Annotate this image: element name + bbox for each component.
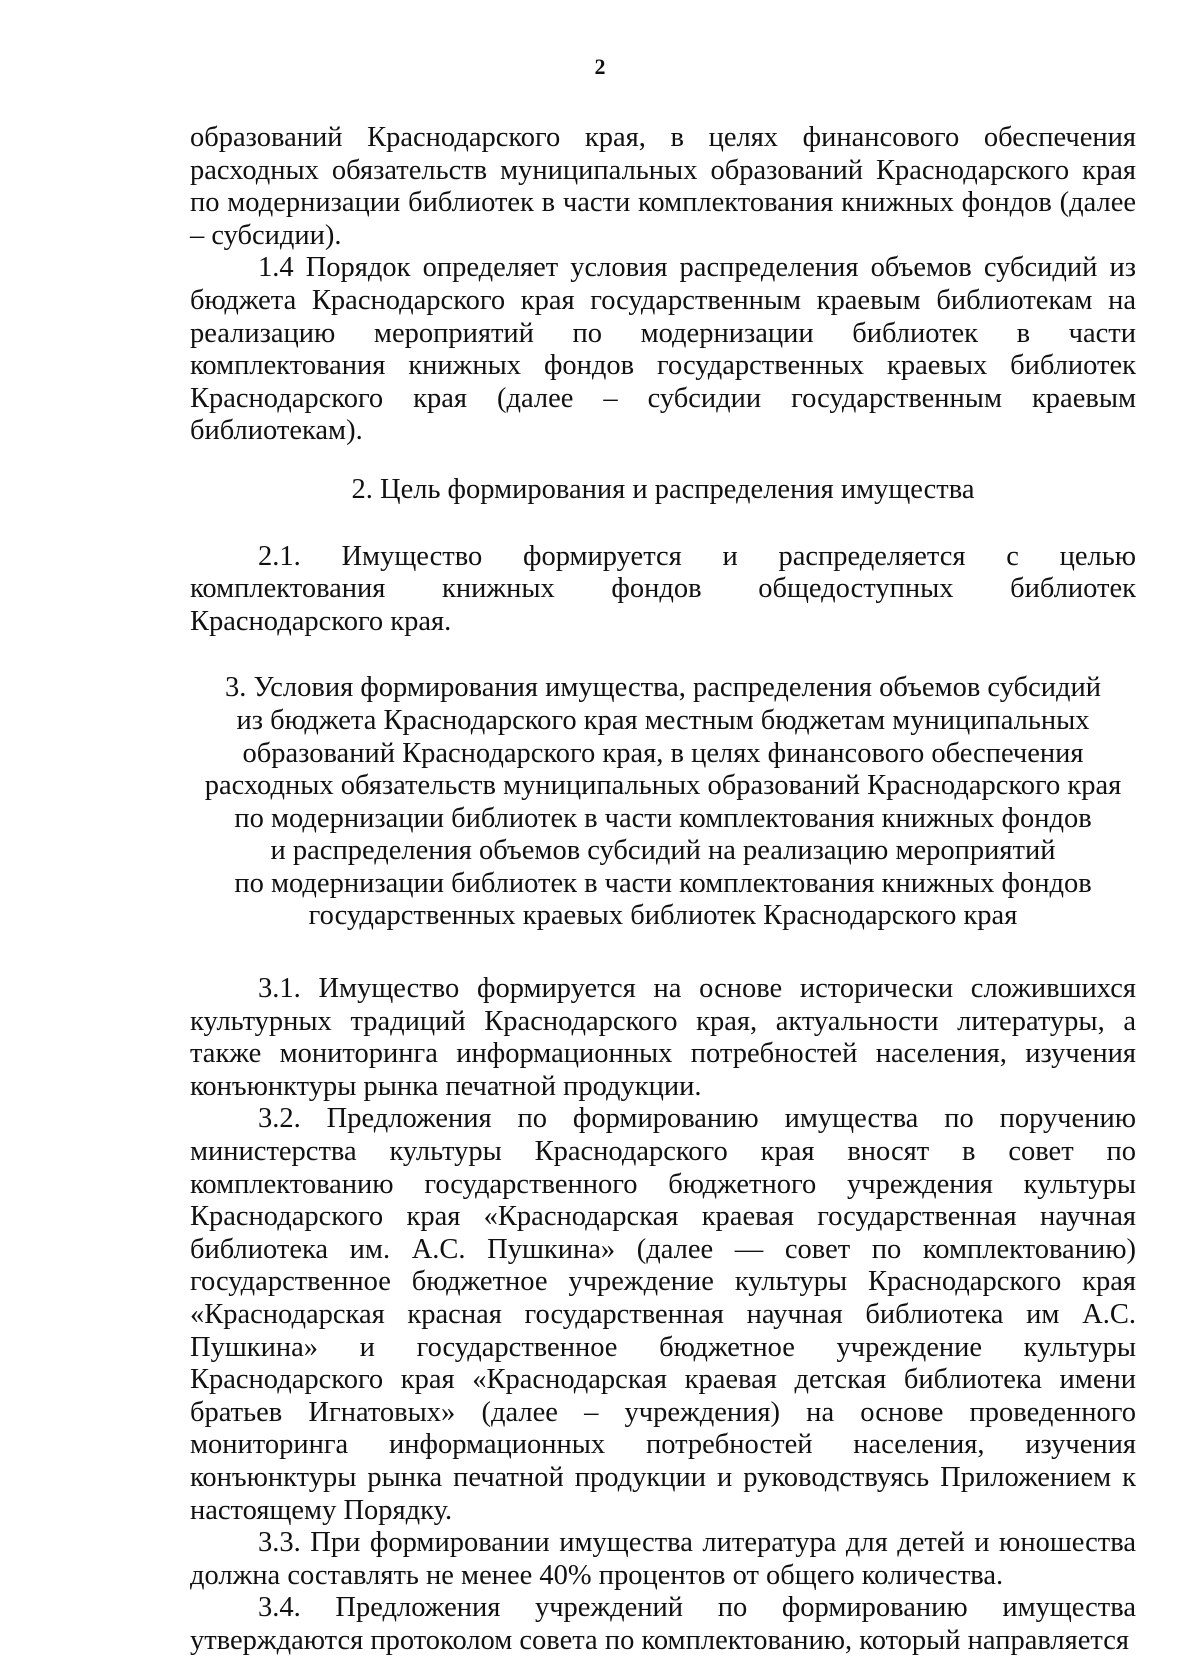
paragraph-3-3: 3.3. При формировании имущества литература для детей и юношества должна составлять не менее 40% процентов от общего количества. [190,1527,1136,1591]
section-3-heading-line: из бюджета Краснодарского края местным бюджетам муниципальных [236,704,1090,736]
section-3-heading-line: образований Краснодарского края, в целях финансового обеспечения [242,737,1084,769]
section-3-heading-line: расходных обязательств муниципальных образований Краснодарского края [204,770,1122,802]
section-3-heading-line: и распределения объемов субсидий на реализацию мероприятий [270,835,1056,867]
paragraph-3-2: 3.2. Предложения по формированию имущества по поручению министерства культуры Краснодарского края вносят в совет по комплектованию государственного бюджетного учреждения культуры Краснодарского края «Краснодарская краевая государственная научная библиотека им. А.С. Пушкина» (далее — совет по комплектованию) государственное бюджетное учреждение культуры Краснодарского края «Краснодарская красная государственная научная библиотека им А.С. Пушкина» и государственное бюджетное учреждение культуры Краснодарского края «Краснодарская краевая детская библиотека имени братьев Игнатовых» (далее – учреждения) на основе проведенного мониторинга информационных потребностей населения, изучения конъюнктуры рынка печатной продукции и руководствуясь Приложением к настоящему Порядку. [190,1103,1136,1526]
section-3-heading-line: государственных краевых библиотек Краснодарского края [308,900,1018,932]
section-2-heading: 2. Цель формирования и распределения имущества [351,473,975,505]
document-body [190,122,1136,1658]
section-3-heading-line: по модернизации библиотек в части комплектования книжных фондов [234,867,1092,899]
paragraph-3-1: 3.1. Имущество формируется на основе исторически сложившихся культурных традиций Краснодарского края, актуальности литературы, а также мониторинга информационных потребностей населения, изучения конъюнктуры рынка печатной продукции. [190,973,1136,1102]
section-3-heading-line: по модернизации библиотек в части комплектования книжных фондов [234,802,1092,834]
paragraph-1-4: 1.4 Порядок определяет условия распределения объемов субсидий из бюджета Краснодарского края государственным краевым библиотекам на реализацию мероприятий по модернизации библиотек в части комплектования книжных фондов государственных краевых библиотек Краснодарского края (далее – субсидии государственным краевым библиотекам). [190,252,1136,447]
page-number: 2 [594,54,606,79]
paragraph-intro-continuation: образований Краснодарского края, в целях финансового обеспечения расходных обязательств муниципальных образований Краснодарского края по модернизации библиотек в части комплектования книжных фондов (далее – субсидии). [190,122,1136,251]
paragraph-2-1: 2.1. Имущество формируется и распределяется с целью комплектования книжных фондов общедоступных библиотек Краснодарского края. [190,540,1136,637]
paragraph-3-4: 3.4. Предложения учреждений по формированию имущества утверждаются протоколом совета по комплектованию, который направляется [190,1592,1136,1656]
section-3-heading-line: 3. Условия формирования имущества, распределения объемов субсидий [225,672,1101,704]
section-3-heading [190,672,1136,933]
